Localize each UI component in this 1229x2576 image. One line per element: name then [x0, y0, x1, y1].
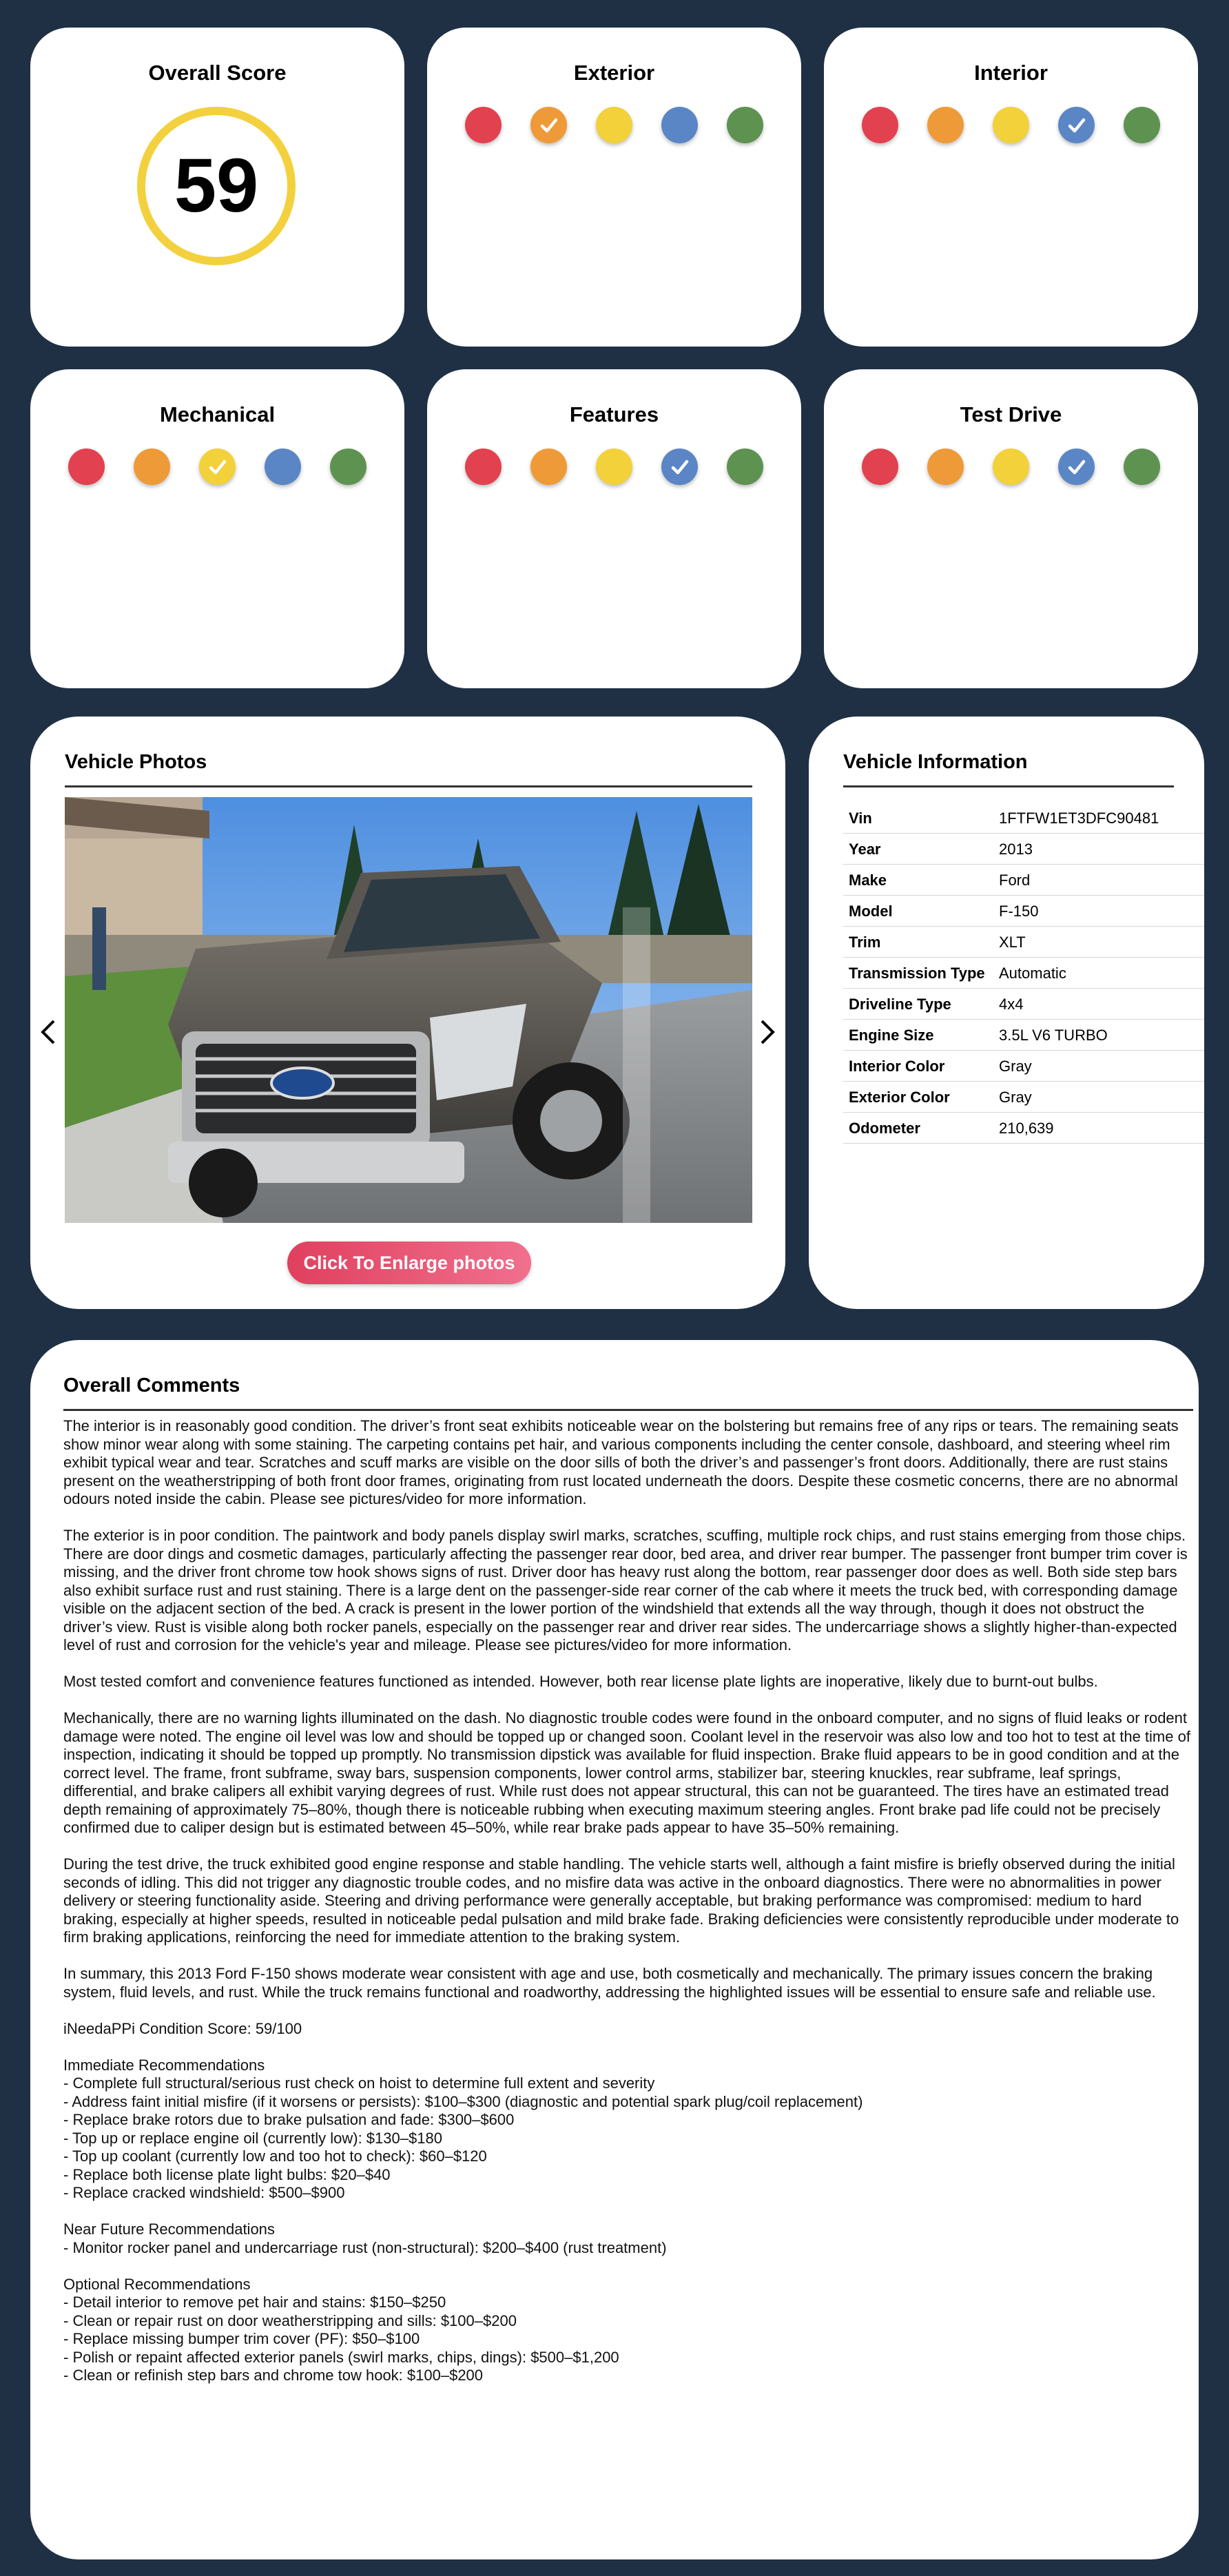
info-value: Gray — [993, 1051, 1204, 1082]
info-row — [843, 1113, 1204, 1144]
overall-score-value: 59 — [174, 143, 259, 228]
overall-score-title: Overall Score — [148, 61, 287, 85]
info-value: Automatic — [993, 958, 1204, 989]
overall-comments-title: Overall Comments — [63, 1374, 240, 1397]
info-value: Ford — [993, 865, 1204, 896]
info-label: Transmission Type — [843, 958, 993, 989]
comment-paragraph: Most tested comfort and convenience features functioned as intended. However, both rear license plate lights are inoperative, likely due to burnt-out bulbs. — [63, 1673, 1098, 1690]
rating-dot[interactable] — [530, 449, 567, 485]
enlarge-photos-button[interactable]: Click To Enlarge photos — [287, 1241, 531, 1284]
rating-dot[interactable] — [134, 449, 170, 485]
info-label: Model — [843, 896, 993, 927]
comments-body — [63, 1417, 1193, 2403]
info-label: Trim — [843, 927, 993, 958]
info-value: 4x4 — [993, 989, 1204, 1020]
category-card — [427, 369, 801, 688]
rating-dot[interactable] — [265, 449, 301, 485]
info-value: 2013 — [993, 834, 1204, 865]
info-value: 210,639 — [993, 1113, 1204, 1144]
info-row — [843, 1051, 1204, 1082]
vehicle-photos-card — [30, 717, 785, 1309]
comment-paragraph: In summary, this 2013 Ford F-150 shows moderate wear consistent with age and use, both cosmetically and mechanically. The primary issues concern the braking system, fluid levels, and rust. While the truck remains functional and roadworthy, addressing the highlighted issues will be essential to ensure safe and reliable use. — [63, 1965, 1156, 2001]
rating-dot[interactable] — [993, 449, 1029, 485]
vehicle-info-card — [809, 717, 1204, 1309]
rating-dot[interactable] — [727, 449, 763, 485]
rating-dot[interactable] — [862, 107, 898, 143]
category-card — [824, 369, 1198, 688]
category-card — [824, 28, 1198, 347]
category-card — [427, 28, 801, 347]
chevron-right-icon — [758, 1018, 777, 1046]
category-title: Test Drive — [960, 402, 1062, 426]
rating-dot[interactable] — [1124, 449, 1160, 485]
info-row — [843, 1020, 1204, 1051]
rating-dot[interactable] — [330, 449, 366, 485]
info-value: 3.5L V6 TURBO — [993, 1020, 1204, 1051]
category-title: Interior — [974, 61, 1048, 85]
vehicle-info-table — [843, 803, 1204, 1144]
category-title: Mechanical — [159, 402, 276, 426]
info-label: Interior Color — [843, 1051, 993, 1082]
info-label: Vin — [843, 803, 993, 834]
info-row — [843, 834, 1204, 865]
comment-paragraph: Mechanically, there are no warning lights illuminated on the dash. No diagnostic trouble codes were found in the onboard computer, and no signs of fluid leaks or rodent damage were noted. The engine oil level was low and should be topped up or changed soon. Coolant level in the reservoir was also low and too hot to test at the time of inspection, indicating it should be topped up promptly. No transmission dipstick was available for fluid inspection. Brake fluid appears to be in good condition and at the correct level. The frame, front subframe, sway bars, suspension components, lower control arms, stabilizer bar, steering knuckles, rear subframe, leaf springs, differential, and brake calipers all exhibit varying degrees of rust. While rust does not appear structural, this can not be guaranteed. The tires have an estimated tread depth remaining of approximately 75–80%, though there is noticeable rubbing when executing maximum steering angles. Front brake pad life could not be precisely confirmed due to caliper design but is estimated between 45–50%, while rear brake pads appear to have 35–50% remaining. — [63, 1709, 1190, 1836]
info-row — [843, 989, 1204, 1020]
overall-comments-card — [30, 1340, 1199, 2559]
chevron-left-icon — [39, 1018, 58, 1046]
rating-dots — [427, 107, 801, 143]
comment-paragraph: The interior is in reasonably good condition. The driver’s front seat exhibits noticeable wear on the bolstering but remains free of any rips or tears. The remaining seats show minor wear along with some staining. The carpeting contains pet hair, and various components including the center console, dashboard, and steering wheel rim exhibit typical wear and tear. Scratches and scuff marks are visible on the door sills of both the driver’s and passenger’s front doors. Additionally, there are rust stains present on the weatherstripping of both front door frames, originating from rust located underneath the doors. Despite these cosmetic concerns, there are no abnormal odours noted inside the cabin. Please see pictures/video for more information. — [63, 1417, 1179, 1507]
comment-paragraph: The exterior is in poor condition. The paintwork and body panels display swirl marks, scratches, scuffing, multiple rock chips, and rust stains emerging from those chips. There are door dings and cosmetic damages, particularly affecting the passenger rear door, bed area, and driver rear bumper. The passenger front bumper trim cover is missing, and the driver front chrome tow hook shows signs of rust. Driver door has heavy rust along the bottom, rear passenger door does as well. Both side step bars also exhibit surface rust and rust staining. There is a large dent on the passenger-side rear corner of the cab where it meets the truck bed, with corresponding damage visible on the adjacent section of the bed. A crack is present in the lower portion of the windshield that extends all the way through, though it does not obstruct the driver’s view. Rust is visible along both rocker panels, especially on the passenger rear and driver rear sides. The undercarriage shows a slightly higher-than-expected level of rust and corrosion for the vehicle's year and mileage. Please see pictures/video for more information. — [63, 1527, 1188, 1653]
info-label: Exterior Color — [843, 1082, 993, 1113]
checkmark-icon — [668, 455, 692, 480]
info-row — [843, 958, 1204, 989]
rating-dot[interactable] — [993, 107, 1029, 143]
info-label: Make — [843, 865, 993, 896]
comment-paragraph: During the test drive, the truck exhibited good engine response and stable handling. The vehicle starts well, although a faint misfire is briefly observed during the initial seconds of idling. This did not trigger any diagnostic trouble codes, and no misfire data was active in the onboard diagnostics. There were no abnormalities in power delivery or steering functionality aside. Steering and driving performance were generally acceptable, but braking performance was compromised: medium to hard braking, especially at higher speeds, resulted in noticeable pedal pulsation and mild brake fade. Braking deficiencies were consistently reproducible under moderate to firm braking applications, reinforcing the need for immediate attention to the braking system. — [63, 1855, 1179, 1946]
divider — [63, 1409, 1193, 1411]
info-value: 1FTFW1ET3DFC90481 — [993, 803, 1204, 834]
comment-paragraph: Near Future Recommendations - Monitor rocker panel and undercarriage rust (non-structural): $200–$400 (rust treatment) — [63, 2220, 667, 2256]
rating-dot[interactable] — [661, 107, 698, 143]
checkmark-icon — [537, 113, 561, 138]
rating-dots — [824, 449, 1198, 485]
comment-paragraph: iNeedaPPi Condition Score: 59/100 — [63, 2019, 302, 2037]
next-photo-button[interactable] — [754, 1018, 781, 1046]
info-row — [843, 896, 1204, 927]
rating-dot[interactable] — [927, 107, 964, 143]
rating-dot[interactable] — [1124, 107, 1160, 143]
rating-dots — [30, 449, 404, 485]
overall-score-card — [30, 28, 404, 347]
rating-dot[interactable] — [596, 107, 632, 143]
checkmark-icon — [205, 455, 230, 480]
comment-paragraph: Optional Recommendations - Detail interior to remove pet hair and stains: $150–$250 - Clean or repair rust on door weatherstripping and sills: $100–$200 - Replace missing bumper trim cover (PF): $50–$100 - Polish or repaint affected exterior panels (swirl marks, chips, dings): $500–$1,200 - Clean or refinish step bars and chrome tow hook: $100–$200 — [63, 2275, 619, 2384]
info-row — [843, 927, 1204, 958]
info-label: Engine Size — [843, 1020, 993, 1051]
divider — [843, 785, 1174, 787]
rating-dot[interactable] — [927, 449, 964, 485]
category-title: Exterior — [573, 61, 655, 85]
info-value: F-150 — [993, 896, 1204, 927]
checkmark-icon — [1064, 113, 1089, 138]
checkmark-icon — [1064, 455, 1089, 480]
info-label: Driveline Type — [843, 989, 993, 1020]
previous-photo-button[interactable] — [34, 1018, 62, 1046]
vehicle-photos-title: Vehicle Photos — [65, 751, 207, 773]
info-value: Gray — [993, 1082, 1204, 1113]
rating-dot-selected[interactable] — [199, 449, 236, 485]
info-row — [843, 803, 1204, 834]
info-label: Year — [843, 834, 993, 865]
rating-dot-selected[interactable] — [530, 107, 567, 143]
rating-dot[interactable] — [465, 107, 502, 143]
vehicle-info-title: Vehicle Information — [843, 751, 1028, 773]
divider — [65, 785, 752, 787]
rating-dot[interactable] — [727, 107, 763, 143]
score-ring — [137, 107, 296, 265]
info-row — [843, 865, 1204, 896]
rating-dot-selected[interactable] — [1058, 449, 1095, 485]
rating-dot[interactable] — [465, 449, 502, 485]
rating-dot[interactable] — [596, 449, 632, 485]
category-title: Features — [569, 402, 659, 426]
vehicle-photo[interactable] — [65, 797, 752, 1223]
rating-dots — [824, 107, 1198, 143]
category-card — [30, 369, 404, 688]
rating-dot[interactable] — [862, 449, 898, 485]
comment-paragraph: Immediate Recommendations - Complete full structural/serious rust check on hoist to determine full extent and severity - Address faint initial misfire (if it worsens or persists): $100–$300 (diagnostic and potential spark plug/coil replacement) - Replace brake rotors due to brake pulsation and fade: $300–$600 - Top up or replace engine oil (currently low): $130–$180 - Top up coolant (currently low and too hot to check): $60–$120 - Replace both license plate light bulbs: $20–$40 - Replace cracked windshield: $500–$900 — [63, 2056, 863, 2201]
info-label: Odometer — [843, 1113, 993, 1144]
rating-dot[interactable] — [68, 449, 105, 485]
rating-dot-selected[interactable] — [661, 449, 698, 485]
truck-photo-image — [65, 797, 752, 1223]
rating-dots — [427, 449, 801, 485]
info-value: XLT — [993, 927, 1204, 958]
rating-dot-selected[interactable] — [1058, 107, 1095, 143]
info-row — [843, 1082, 1204, 1113]
